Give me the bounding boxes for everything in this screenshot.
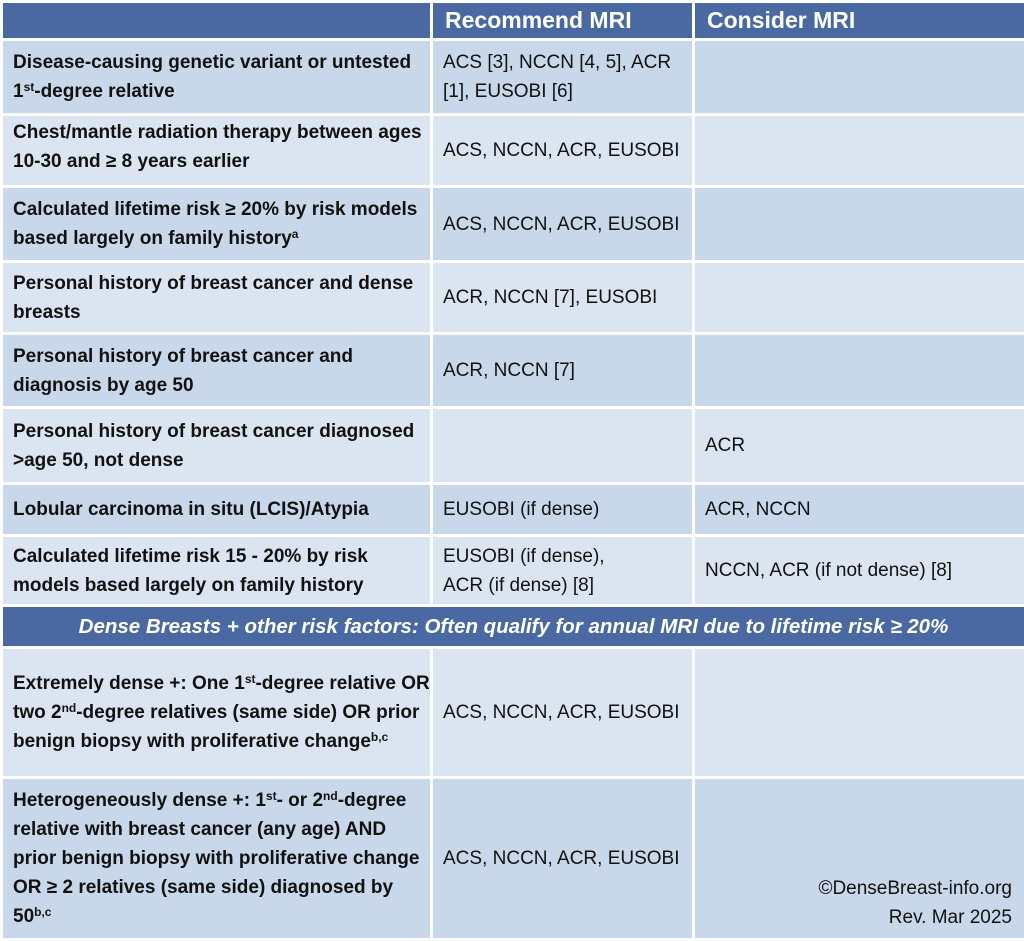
recommend-cell	[432, 408, 694, 484]
consider-cell	[694, 262, 1024, 334]
consider-cell: NCCN, ACR (if not dense) [8]	[694, 536, 1024, 606]
table-row	[2, 334, 1024, 408]
consider-cell: ACR, NCCN	[694, 484, 1024, 536]
table-row	[2, 484, 1024, 536]
table-row	[2, 115, 1024, 187]
recommend-cell: ACS, NCCN, ACR, EUSOBI	[432, 187, 694, 262]
recommend-cell: ACS, NCCN, ACR, EUSOBI	[432, 648, 694, 778]
header-row	[2, 2, 1024, 40]
table-row	[2, 40, 1024, 115]
recommend-cell: ACS [3], NCCN [4, 5], ACR [1], EUSOBI [6]	[432, 40, 694, 115]
consider-cell	[694, 40, 1024, 115]
section-banner: Dense Breasts + other risk factors: Often qualify for annual MRI due to lifetime risk ≥ 20%	[2, 606, 1024, 648]
header-blank	[2, 2, 432, 40]
table-row	[2, 187, 1024, 262]
row-label: Personal history of breast cancer diagnosed >age 50, not dense	[2, 408, 432, 484]
consider-cell	[694, 115, 1024, 187]
header-consider-mri: Consider MRI	[694, 2, 1024, 40]
consider-cell: ACR	[694, 408, 1024, 484]
row-label: Heterogeneously dense +: 1st- or 2nd-degree relative with breast cancer (any age) AND prior benign biopsy with proliferative change OR ≥ 2 relatives (same side) diagnosed by 50$^{b,c}$	[2, 778, 432, 940]
row-label: Chest/mantle radiation therapy between ages 10-30 and ≥ 8 years earlier	[2, 115, 432, 187]
table-row	[2, 408, 1024, 484]
consider-cell	[694, 187, 1024, 262]
recommend-cell: EUSOBI (if dense), ACR (if dense) [8]	[432, 536, 694, 606]
recommend-cell: ACR, NCCN [7]	[432, 334, 694, 408]
consider-cell	[694, 648, 1024, 778]
row-label: Extremely dense +: One 1st-degree relative OR two 2nd-degree relatives (same side) OR prior benign biopsy with proliferative change$^{b,c}$	[2, 648, 432, 778]
row-label: Lobular carcinoma in situ (LCIS)/Atypia	[2, 484, 432, 536]
row-label: Calculated lifetime risk 15 - 20% by risk models based largely on family history	[2, 536, 432, 606]
consider-cell	[694, 778, 1024, 940]
copyright-text: ©DenseBreast-info.org	[818, 874, 1012, 903]
consider-cell	[694, 334, 1024, 408]
row-label: Personal history of breast cancer and diagnosis by age 50	[2, 334, 432, 408]
recommend-cell: ACS, NCCN, ACR, EUSOBI	[432, 115, 694, 187]
row-label: Calculated lifetime risk ≥ 20% by risk models based largely on family history$^a$	[2, 187, 432, 262]
table-row	[2, 262, 1024, 334]
table-row	[2, 778, 1024, 940]
table-row	[2, 536, 1024, 606]
recommend-cell: EUSOBI (if dense)	[432, 484, 694, 536]
table-row	[2, 648, 1024, 778]
header-recommend-mri: Recommend MRI	[432, 2, 694, 40]
revision-date: Rev. Mar 2025	[818, 903, 1012, 932]
recommend-cell: ACS, NCCN, ACR, EUSOBI	[432, 778, 694, 940]
recommend-cell: ACR, NCCN [7], EUSOBI	[432, 262, 694, 334]
row-label: Disease-causing genetic variant or untested 1st-degree relative	[2, 40, 432, 115]
row-label: Personal history of breast cancer and dense breasts	[2, 262, 432, 334]
credit-block	[818, 874, 1012, 932]
banner-row	[2, 606, 1024, 648]
